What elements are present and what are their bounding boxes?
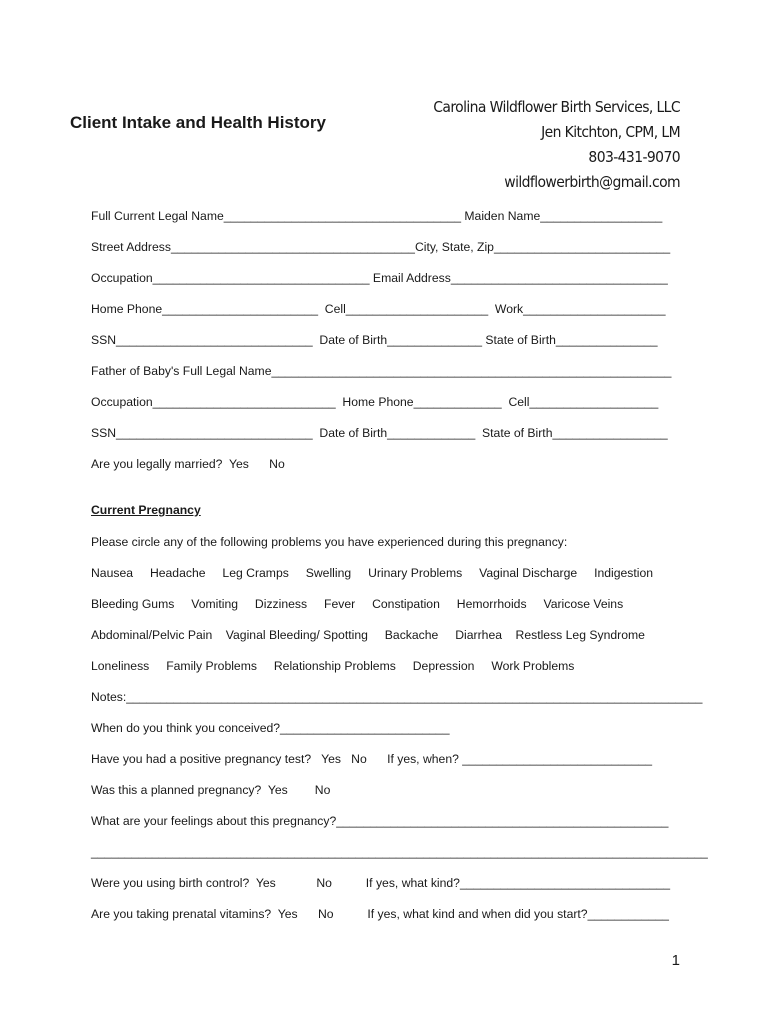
field-address: Street Address____________________________________City, State, Zip__________________________ <box>91 240 671 254</box>
phone-number: 803-431-9070 <box>588 148 680 166</box>
field-planned: Was this a planned pregnancy? Yes No <box>91 783 331 797</box>
field-feelings-continued: ___________________________________________________________________________________________ <box>91 845 708 859</box>
page-number: 1 <box>671 952 680 969</box>
field-phones: Home Phone_______________________ Cell_____________________ Work_____________________ <box>91 302 666 316</box>
field-feelings: What are your feelings about this pregnancy?_________________________________________________ <box>91 814 669 828</box>
section-heading-current-pregnancy: Current Pregnancy <box>91 503 201 517</box>
problems-row-4: Loneliness Family Problems Relationship Problems Depression Work Problems <box>91 659 575 673</box>
field-prenatal-vitamins: Are you taking prenatal vitamins? Yes No If yes, what kind and when did you start?____________ <box>91 907 669 921</box>
field-ssn-birth: SSN_____________________________ Date of Birth______________ State of Birth_______________ <box>91 333 658 347</box>
problems-row-2: Bleeding Gums Vomiting Dizziness Fever Constipation Hemorrhoids Varicose Veins <box>91 597 624 611</box>
field-birth-control: Were you using birth control? Yes No If yes, what kind?_______________________________ <box>91 876 671 890</box>
field-married: Are you legally married? Yes No <box>91 457 285 471</box>
problems-row-1: Nausea Headache Leg Cramps Swelling Urinary Problems Vaginal Discharge Indigestion <box>91 566 654 580</box>
field-father-name: Father of Baby's Full Legal Name___________________________________________________________ <box>91 364 672 378</box>
email-address: wildflowerbirth@gmail.com <box>504 173 680 191</box>
field-occupation-email: Occupation________________________________ Email Address________________________________ <box>91 271 668 285</box>
contact-block <box>433 95 680 195</box>
midwife-name: Jen Kitchton, CPM, LM <box>541 123 680 141</box>
field-notes: Notes:_____________________________________________________________________________________ <box>91 690 703 704</box>
field-conceived: When do you think you conceived?_________________________ <box>91 721 450 735</box>
problems-row-3: Abdominal/Pelvic Pain Vaginal Bleeding/ Spotting Backache Diarrhea Restless Leg Syndrome <box>91 628 645 642</box>
field-legal-name: Full Current Legal Name___________________________________ Maiden Name__________________ <box>91 209 663 223</box>
field-father-ssn: SSN_____________________________ Date of Birth_____________ State of Birth_________________ <box>91 426 668 440</box>
problems-instruction: Please circle any of the following problems you have experienced during this pregnancy: <box>91 535 568 549</box>
page-title: Client Intake and Health History <box>70 113 326 132</box>
field-father-occupation: Occupation___________________________ Home Phone_____________ Cell___________________ <box>91 395 659 409</box>
field-pregnancy-test: Have you had a positive pregnancy test? Yes No If yes, when? ____________________________ <box>91 752 653 766</box>
business-name: Carolina Wildflower Birth Services, LLC <box>433 98 680 116</box>
